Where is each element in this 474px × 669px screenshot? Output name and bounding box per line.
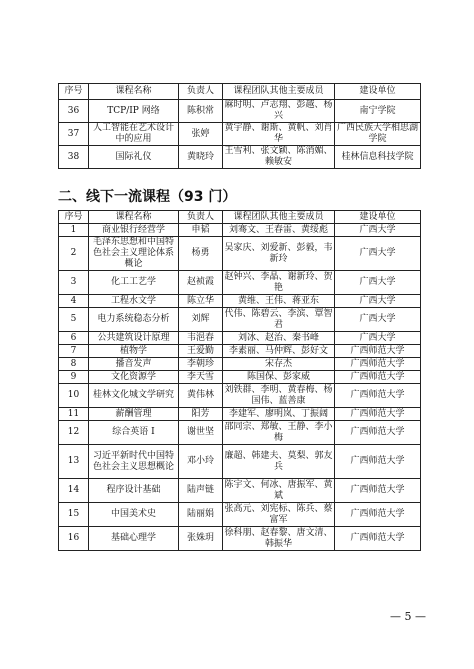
column-header-instructor: 负责人 [179, 84, 223, 100]
cell-institution: 广西大学 [335, 332, 421, 345]
cell-course-name: 工程水文学 [89, 295, 179, 308]
table-row [59, 445, 421, 479]
cell-instructor: 陆丽娟 [179, 503, 223, 527]
cell-instructor: 赵祯霞 [179, 271, 223, 295]
cell-instructor: 杨勇 [179, 237, 223, 271]
column-header-institution: 建设单位 [335, 211, 421, 224]
cell-course-name: 中国美术史 [89, 503, 179, 527]
cell-index: 11 [59, 408, 89, 421]
cell-institution: 广西师范大学 [335, 479, 421, 503]
cell-team-members: 廉超、韩建夫、莫梨、郭友兵 [223, 445, 335, 479]
table-row [59, 527, 421, 551]
cell-institution: 广西师范大学 [335, 421, 421, 445]
cell-course-name: 基础心理学 [89, 527, 179, 551]
cell-course-name: 程序设计基础 [89, 479, 179, 503]
cell-course-name: 薪酬管理 [89, 408, 179, 421]
cell-institution: 广西大学 [335, 224, 421, 237]
cell-team-members: 邵同宗、郑敏、王静、李小梅 [224, 421, 333, 443]
cell-instructor: 刘辉 [179, 308, 223, 332]
cell-course-name: 综合英语 I [89, 421, 179, 445]
cell-instructor: 谢世坚 [179, 421, 223, 445]
cell-index: 16 [59, 527, 89, 551]
cell-instructor: 李天雪 [179, 371, 223, 384]
cell-institution: 广西师范大学 [335, 408, 421, 421]
table-row [59, 308, 421, 332]
cell-course-name: 化工工艺学 [89, 271, 179, 295]
cell-course-name: 电力系统稳态分析 [89, 308, 179, 332]
cell-index: 9 [59, 371, 89, 384]
column-header-index: 序号 [59, 84, 89, 100]
cell-course-name: 毛泽东思想和中国特色社会主义理论体系概论 [89, 237, 179, 271]
table-row [59, 332, 421, 345]
cell-institution: 广西师范大学 [335, 371, 421, 384]
cell-course-name: 公共建筑设计原理 [89, 332, 179, 345]
cell-index: 37 [59, 123, 89, 146]
cell-institution: 广西大学 [335, 271, 421, 295]
cell-index: 2 [59, 237, 89, 271]
cell-institution: 广西师范大学 [335, 358, 421, 371]
table-row [59, 146, 421, 169]
cell-index: 4 [59, 295, 89, 308]
courses-table-continued [58, 83, 421, 169]
cell-team-members: 麻时明、卢志翔、彭越、杨兴 [224, 100, 333, 121]
table-row [59, 237, 421, 271]
cell-team-members: 徐科朋、赵春黎、唐文清、韩振华 [224, 527, 333, 549]
cell-instructor: 陈立华 [179, 295, 223, 308]
section-heading: 二、线下一流课程（93 门） [58, 189, 237, 205]
cell-team-members: 李建军、廖明岚、丁振阔 [223, 408, 335, 421]
page-number: — 5 — [390, 610, 426, 623]
cell-institution: 桂林信息科技学院 [335, 146, 421, 169]
table-row [59, 479, 421, 503]
table-row [59, 345, 421, 358]
table-row [59, 100, 421, 123]
cell-instructor: 陈积常 [179, 100, 223, 123]
cell-index: 1 [59, 224, 89, 237]
cell-instructor: 黄伟林 [179, 384, 223, 408]
cell-institution: 广西师范大学 [335, 384, 421, 408]
cell-team-members: 黄宇静、谢斯、黄帆、刘肖华 [224, 123, 333, 144]
cell-team-members: 王雪利、张文颖、陈消媚、赖敏安 [224, 146, 333, 167]
cell-instructor: 黄晓玲 [179, 146, 223, 169]
table-row [59, 224, 421, 237]
cell-index: 10 [59, 384, 89, 408]
cell-course-name: 商业银行经营学 [89, 224, 179, 237]
cell-institution: 广西师范大学 [335, 527, 421, 551]
cell-instructor: 张婷 [179, 123, 223, 146]
table-header-row [59, 211, 421, 224]
cell-instructor: 李朝珍 [179, 358, 223, 371]
cell-team-members: 赵钟兴、李晶、谢新玲、贺艳 [224, 271, 333, 293]
cell-team-members: 李素丽、马仲辉、彭好文 [223, 345, 335, 358]
cell-course-name: 播音发声 [89, 358, 179, 371]
cell-course-name: TCP/IP 网络 [89, 100, 179, 123]
cell-index: 15 [59, 503, 89, 527]
cell-index: 6 [59, 332, 89, 345]
cell-course-name: 植物学 [89, 345, 179, 358]
table-row [59, 421, 421, 445]
cell-team-members: 刘冰、赵治、秦书峰 [223, 332, 335, 345]
table-row [59, 384, 421, 408]
table-row [59, 503, 421, 527]
cell-team-members: 宋存杰 [223, 358, 335, 371]
cell-index: 7 [59, 345, 89, 358]
column-header-course-name: 课程名称 [89, 84, 179, 100]
cell-index: 38 [59, 146, 89, 169]
table-row [59, 358, 421, 371]
cell-course-name: 桂林文化城文学研究 [89, 384, 179, 408]
cell-team-members: 代伟、陈碧云、李滨、覃智君 [224, 308, 333, 330]
cell-instructor: 韦浥春 [179, 332, 223, 345]
cell-team-members: 刘铁群、李明、黄春梅、杨国伟、蓝善康 [224, 384, 333, 406]
cell-index: 3 [59, 271, 89, 295]
column-header-instructor: 负责人 [179, 211, 223, 224]
table-row [59, 295, 421, 308]
cell-institution: 广西大学 [335, 237, 421, 271]
table-row [59, 123, 421, 146]
cell-instructor: 阳芳 [179, 408, 223, 421]
table-row [59, 371, 421, 384]
table-row [59, 271, 421, 295]
column-header-course-name: 课程名称 [89, 211, 179, 224]
column-header-index: 序号 [59, 211, 89, 224]
column-header-institution: 建设单位 [335, 84, 421, 100]
cell-team-members: 张高元、刘宪标、陈兵、蔡富军 [224, 503, 333, 525]
cell-institution: 广西师范大学 [335, 503, 421, 527]
cell-instructor: 申韬 [179, 224, 223, 237]
table-row [59, 408, 421, 421]
cell-team-members: 陈国保、彭家威 [223, 371, 335, 384]
cell-index: 14 [59, 479, 89, 503]
cell-team-members: 刘骞文、王春雷、黄绥彪 [223, 224, 335, 237]
offline-courses-table [58, 210, 421, 551]
column-header-team-members: 课程团队其他主要成员 [223, 211, 335, 224]
cell-index: 12 [59, 421, 89, 445]
cell-course-name: 国际礼仪 [89, 146, 179, 169]
cell-index: 13 [59, 445, 89, 479]
table-header-row [59, 84, 421, 100]
cell-course-name: 人工智能在艺术设计中的应用 [89, 123, 179, 146]
cell-index: 8 [59, 358, 89, 371]
cell-team-members: 陈宇文、何冰、唐振军、黄斌 [224, 479, 333, 501]
cell-course-name: 文化资源学 [89, 371, 179, 384]
cell-institution: 广西师范大学 [335, 345, 421, 358]
cell-instructor: 张姝玥 [179, 527, 223, 551]
cell-institution: 广西师范大学 [335, 445, 421, 479]
cell-team-members: 黄维、王伟、蒋亚东 [223, 295, 335, 308]
column-header-team-members: 课程团队其他主要成员 [223, 84, 335, 100]
cell-instructor: 陆声链 [179, 479, 223, 503]
cell-institution: 广西大学 [335, 295, 421, 308]
cell-instructor: 王爱勤 [179, 345, 223, 358]
cell-team-members: 吴家庆、刘爱新、彭毅，韦新玲 [223, 237, 335, 271]
cell-index: 36 [59, 100, 89, 123]
cell-course-name: 习近平新时代中国特色社会主义思想概论 [89, 445, 179, 479]
cell-instructor: 邓小玲 [179, 445, 223, 479]
cell-index: 5 [59, 308, 89, 332]
cell-institution: 广西民族大学相思湖学院 [335, 123, 421, 146]
cell-institution: 南宁学院 [335, 100, 421, 123]
cell-institution: 广西大学 [335, 308, 421, 332]
